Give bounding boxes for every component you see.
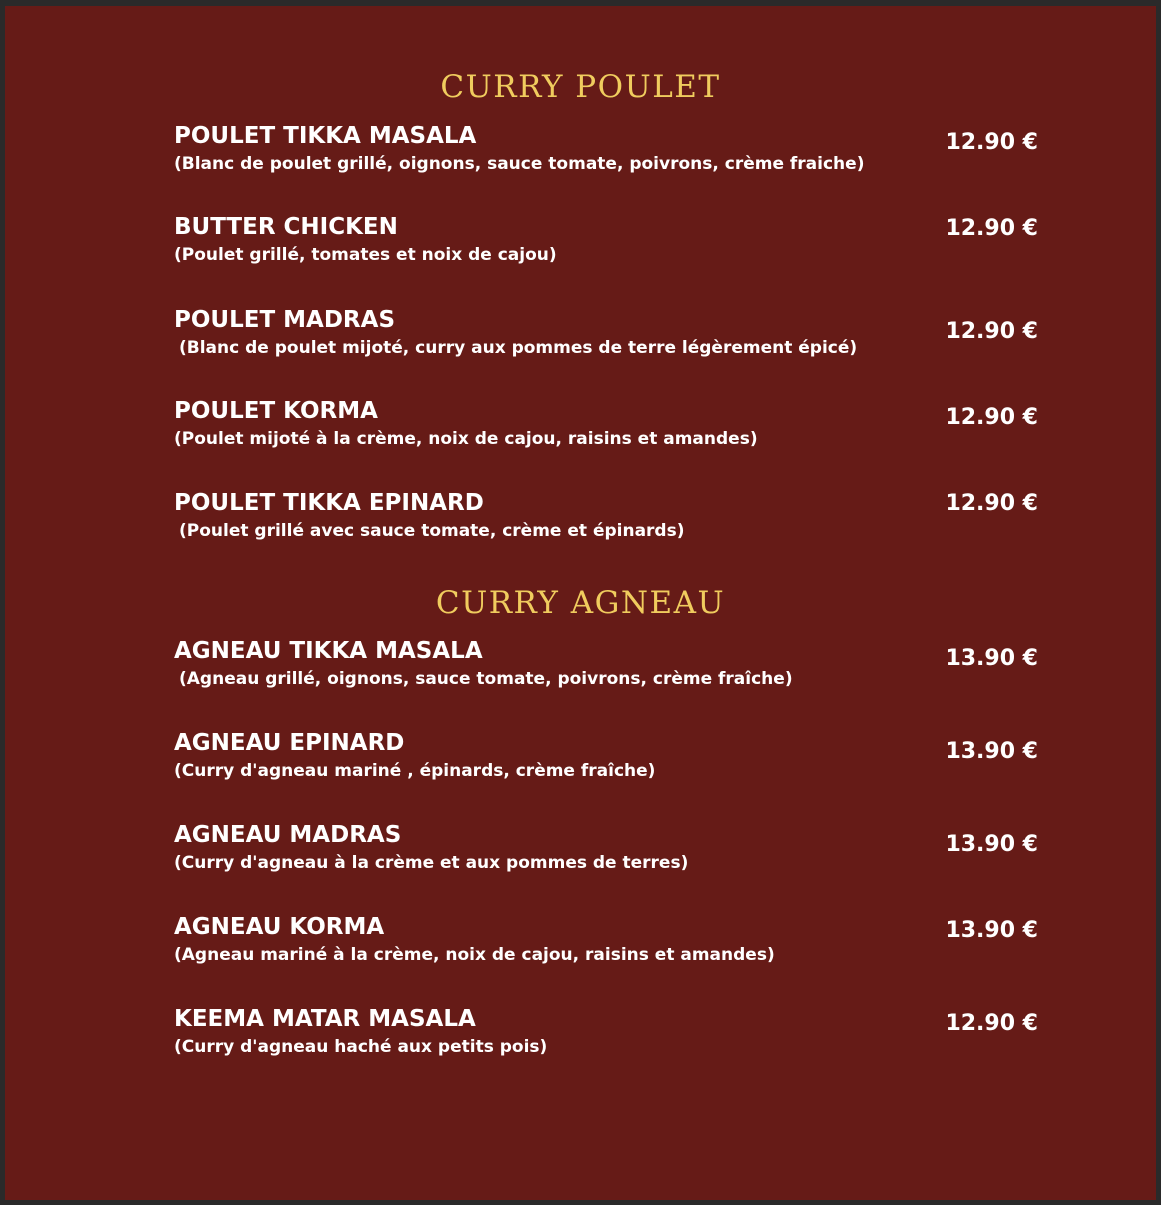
item-price: 13.90 € (945, 646, 1038, 671)
item-description: (Blanc de poulet grillé, oignons, sauce tomate, poivrons, crème fraiche) (174, 154, 865, 174)
item-price: 12.90 € (945, 491, 1038, 516)
item-name: AGNEAU EPINARD (174, 730, 405, 756)
item-price: 12.90 € (945, 405, 1038, 430)
item-name: KEEMA MATAR MASALA (174, 1006, 476, 1032)
item-price: 12.90 € (945, 1011, 1038, 1036)
item-name: POULET TIKKA EPINARD (174, 490, 484, 516)
item-name: AGNEAU KORMA (174, 914, 385, 940)
item-name: POULET KORMA (174, 398, 378, 424)
item-description: (Curry d'agneau haché aux petits pois) (174, 1037, 548, 1057)
item-name: POULET MADRAS (174, 307, 396, 333)
item-price: 12.90 € (945, 216, 1038, 241)
item-description: (Curry d'agneau mariné , épinards, crème fraîche) (174, 761, 656, 781)
item-description: (Curry d'agneau à la crème et aux pommes de terres) (174, 853, 689, 873)
item-description: (Poulet grillé avec sauce tomate, crème et épinards) (179, 521, 685, 541)
section-title-curry-poulet: CURRY POULET (440, 69, 721, 105)
item-description: (Agneau grillé, oignons, sauce tomate, poivrons, crème fraîche) (179, 669, 793, 689)
item-description: (Blanc de poulet mijoté, curry aux pommes de terre légèrement épicé) (179, 338, 858, 358)
section-title-curry-agneau: CURRY AGNEAU (435, 585, 726, 621)
menu-page (5, 6, 1156, 1200)
item-name: AGNEAU MADRAS (174, 822, 402, 848)
item-name: BUTTER CHICKEN (174, 214, 398, 240)
item-price: 13.90 € (945, 918, 1038, 943)
item-name: AGNEAU TIKKA MASALA (174, 638, 483, 664)
item-price: 12.90 € (945, 319, 1038, 344)
item-name: POULET TIKKA MASALA (174, 123, 477, 149)
item-price: 13.90 € (945, 739, 1038, 764)
item-description: (Poulet mijoté à la crème, noix de cajou, raisins et amandes) (174, 429, 758, 449)
item-description: (Agneau mariné à la crème, noix de cajou, raisins et amandes) (174, 945, 775, 965)
item-price: 13.90 € (945, 832, 1038, 857)
item-price: 12.90 € (945, 130, 1038, 155)
item-description: (Poulet grillé, tomates et noix de cajou) (174, 245, 557, 265)
